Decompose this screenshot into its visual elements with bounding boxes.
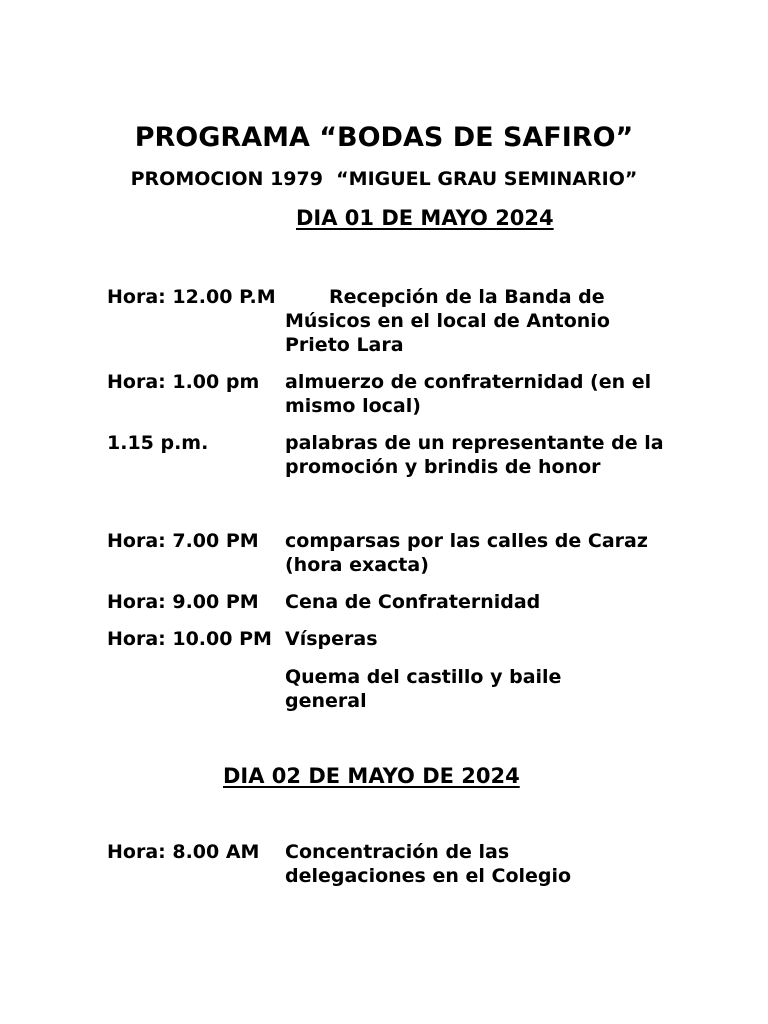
event-description: Concentración de las delegaciones en el Colegio bbox=[285, 841, 572, 887]
event-description: Recepción de la Banda de Músicos en el local de Antonio Prieto Lara bbox=[285, 286, 610, 356]
event-time: Hora: 9.00 PM bbox=[107, 591, 259, 613]
program-subtitle: PROMOCION 1979 “MIGUEL GRAU SEMINARIO” bbox=[130, 168, 638, 190]
event-description: comparsas por las calles de Caraz (hora exacta) bbox=[285, 530, 648, 576]
event-time: 1.15 p.m. bbox=[107, 432, 209, 454]
day-2-heading: DIA 02 DE MAYO DE 2024 bbox=[223, 764, 520, 788]
event-time: Hora: 12.00 P.M bbox=[107, 286, 276, 308]
day-1-heading: DIA 01 DE MAYO 2024 bbox=[296, 206, 554, 230]
event-description: palabras de un representante de la promoción y brindis de honor bbox=[285, 432, 664, 478]
event-description: Cena de Confraternidad bbox=[285, 591, 541, 613]
program-title: PROGRAMA “BODAS DE SAFIRO” bbox=[134, 122, 634, 153]
event-description: Vísperas bbox=[285, 628, 378, 650]
event-time: Hora: 8.00 AM bbox=[107, 841, 260, 863]
event-time: Hora: 1.00 pm bbox=[107, 371, 260, 393]
event-time: Hora: 7.00 PM bbox=[107, 530, 259, 552]
event-description: Quema del castillo y baile general bbox=[285, 666, 562, 712]
event-time: Hora: 10.00 PM bbox=[107, 628, 272, 650]
event-description: almuerzo de confraternidad (en el mismo local) bbox=[285, 371, 652, 417]
